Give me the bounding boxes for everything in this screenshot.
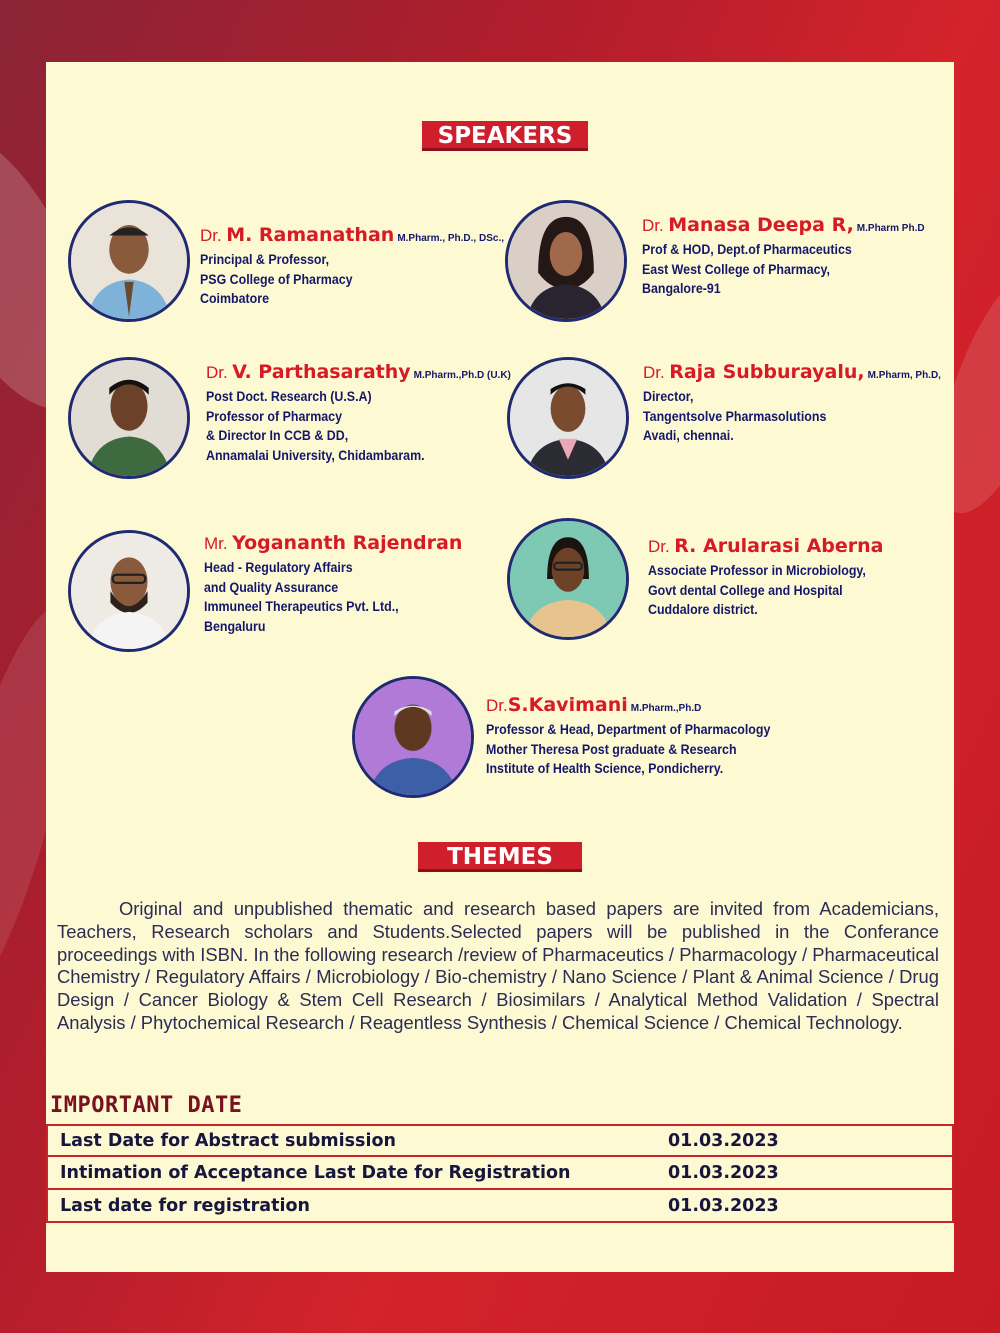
themes-description: Original and unpublished thematic and research based papers are invited from Academicians, Teachers, Research scholars and Students.Selected papers will be published in the Conferance proceedings with ISBN. In the following research /review of Pharmaceutics / Pharmacology / Pharmaceutical Chemistry / Regulatory Affairs / Microbiology / Bio-chemistry / Nano Science / Plant & Animal Science / Drug Design / Cancer Biology & Stem Cell Research / Biosimilars / Analytical Method Validation / Spectral Analysis / Phytochemical Research / Reagentless Synthesis / Chemical Science / Chemical Technology.	[57, 898, 939, 1033]
speaker-detail: Post Doct. Research (U.S.A)	[206, 389, 372, 404]
speaker-degree: M.Pharm.,Ph.D (U.K)	[413, 370, 511, 381]
person-icon	[510, 521, 626, 637]
speaker-detail: Professor & Head, Department of Pharmacology	[486, 722, 771, 737]
speaker-detail: Principal & Professor,	[200, 252, 330, 267]
speaker-detail: Mother Theresa Post graduate & Research	[486, 741, 737, 757]
speaker-name: Yogananth Rajendran	[232, 532, 463, 554]
speaker-detail: Coimbatore	[200, 291, 270, 306]
speaker-degree: M.Pharm., Ph.D., DSc.,	[397, 233, 505, 244]
speaker-photo	[505, 200, 627, 322]
date-value: 01.03.2023	[668, 1195, 779, 1216]
important-date-table	[46, 1124, 954, 1223]
table-row	[46, 1124, 954, 1157]
speaker-degree: M.Pharm Ph.D	[856, 223, 925, 234]
speaker-detail: & Director In CCB & DD,	[206, 428, 349, 443]
speaker-name: R. Arularasi Aberna	[674, 535, 884, 557]
speaker-detail: Govt dental College and Hospital	[648, 582, 843, 598]
speaker-name: M. Ramanathan	[226, 224, 395, 246]
person-icon	[355, 679, 471, 795]
date-value: 01.03.2023	[668, 1162, 779, 1183]
speaker-title: Dr.	[486, 696, 508, 715]
date-label: Last Date for Abstract submission	[60, 1130, 396, 1151]
speaker-name: Manasa Deepa R,	[668, 214, 854, 236]
speaker-detail: Director,	[643, 389, 694, 404]
person-icon	[71, 203, 187, 319]
person-icon	[508, 203, 624, 319]
speakers-heading: SPEAKERS	[422, 121, 588, 151]
date-label: Intimation of Acceptance Last Date for Registration	[60, 1162, 571, 1183]
speaker-name: Raja Subburayalu,	[669, 361, 865, 383]
speaker-detail: Tangentsolve Pharmasolutions	[643, 408, 827, 424]
speaker-detail: Annamalai University, Chidambaram.	[206, 447, 425, 463]
person-icon	[510, 360, 626, 476]
date-value: 01.03.2023	[668, 1130, 779, 1151]
speaker-name: S.Kavimani	[507, 694, 628, 716]
speaker-detail: Associate Professor in Microbiology,	[648, 563, 866, 578]
themes-heading: THEMES	[418, 842, 582, 872]
speaker-photo	[507, 357, 629, 479]
speaker-detail: Immuneel Therapeutics Pvt. Ltd.,	[204, 599, 399, 614]
person-icon	[71, 360, 187, 476]
speaker-detail: Bengaluru	[204, 618, 266, 634]
speaker-detail: Professor of Pharmacy	[206, 408, 342, 424]
speaker-detail: Head - Regulatory Affairs	[204, 560, 353, 575]
speaker-detail: PSG College of Pharmacy	[200, 271, 353, 287]
speaker-photo	[68, 357, 190, 479]
speaker-photo	[68, 200, 190, 322]
speaker-title: Dr.	[200, 226, 222, 245]
speaker-photo	[507, 518, 629, 640]
speaker-name: V. Parthasarathy	[232, 361, 411, 383]
speaker-photo	[68, 530, 190, 652]
speaker-detail: Bangalore-91	[642, 281, 721, 296]
speaker-title: Dr.	[648, 537, 670, 556]
speaker-title: Dr.	[643, 363, 665, 382]
speaker-detail: Institute of Health Science, Pondicherry.	[486, 761, 724, 776]
date-label: Last date for registration	[60, 1195, 310, 1216]
person-icon	[71, 533, 187, 649]
speaker-title: Mr.	[204, 534, 228, 553]
speaker-detail: and Quality Assurance	[204, 579, 339, 595]
speaker-title: Dr.	[206, 363, 228, 382]
speaker-detail: Avadi, chennai.	[643, 428, 734, 443]
speaker-photo	[352, 676, 474, 798]
speaker-degree: M.Pharm, Ph.D,	[867, 370, 941, 381]
speaker-degree: M.Pharm.,Ph.D	[630, 703, 702, 714]
speaker-detail: Prof & HOD, Dept.of Pharmaceutics	[642, 242, 852, 257]
speaker-detail: East West College of Pharmacy,	[642, 261, 830, 277]
speaker-title: Dr.	[642, 216, 664, 235]
speaker-detail: Cuddalore district.	[648, 602, 758, 617]
important-date-title: IMPORTANT DATE	[50, 1093, 243, 1118]
table-row	[46, 1157, 954, 1190]
table-row	[46, 1190, 954, 1223]
